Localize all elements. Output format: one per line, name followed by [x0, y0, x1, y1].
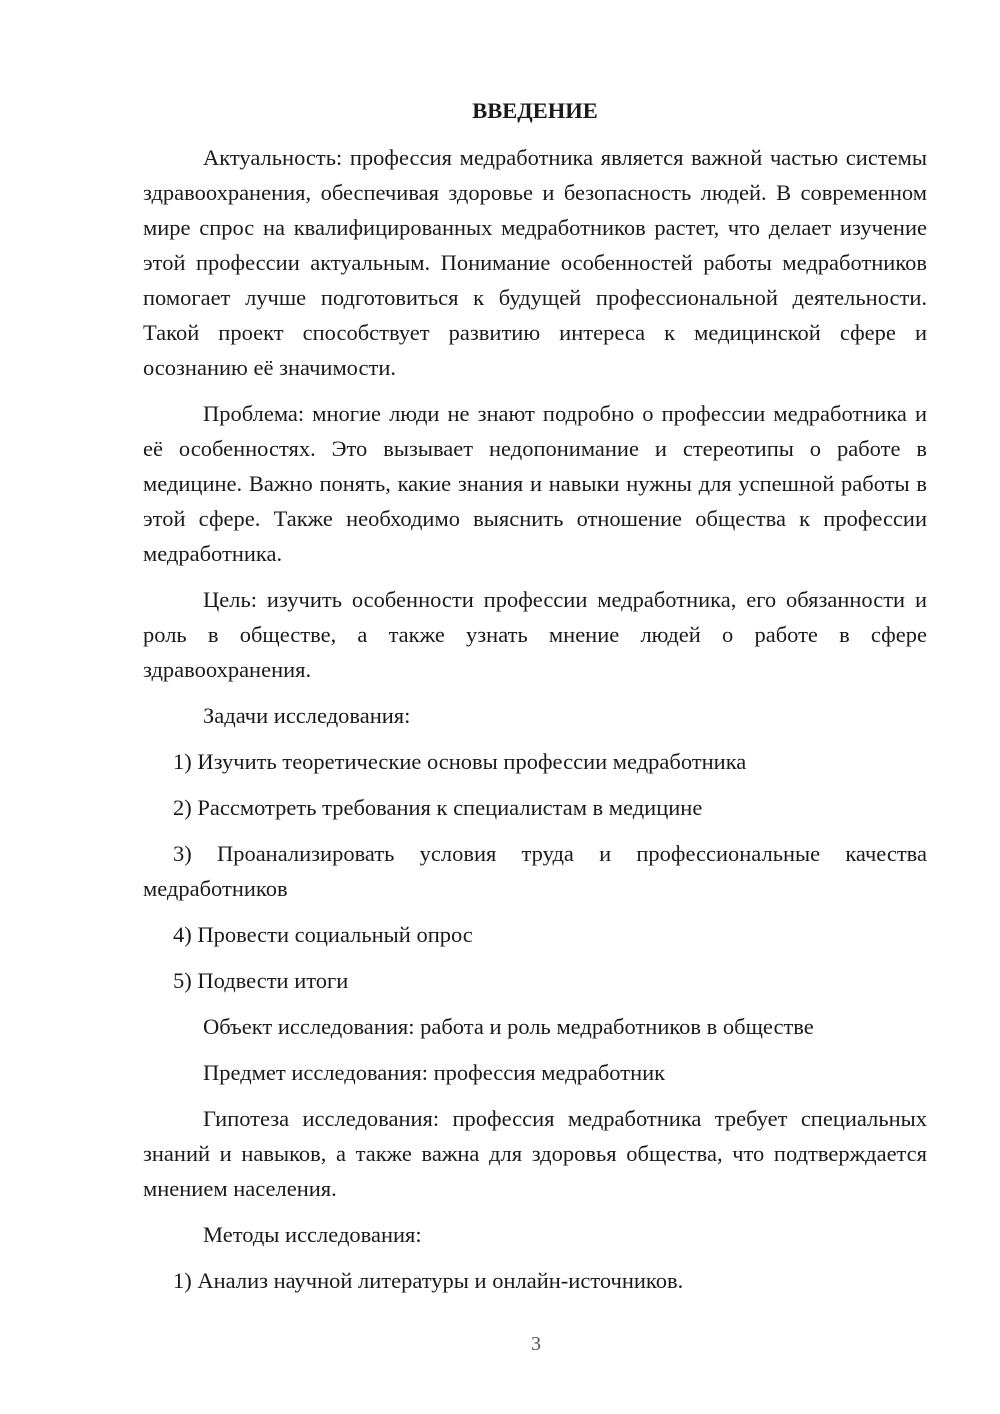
task-item-4: 4) Провести социальный опрос [173, 922, 473, 947]
task-item-2: 2) Рассмотреть требования к специалистам в медицине [173, 795, 703, 820]
task-item-5: 5) Подвести итоги [173, 968, 349, 993]
relevance-paragraph: Актуальность: профессия медработника является важной частью системы здравоохранения, обеспечивая здоровье и безопасность людей. В современном мире спрос на квалифицированных медработников растет, что делает изучение этой профессии актуальным. Понимание особенностей работы медработников помогает лучше подготовиться к будущей профессиональной деятельности. Такой проект способствует развитию интереса к медицинской сфере и осознанию её значимости. [143, 145, 927, 380]
page-number: 3 [531, 1333, 541, 1355]
task-item-1: 1) Изучить теоретические основы профессии медработника [173, 749, 747, 774]
method-item-1: 1) Анализ научной литературы и онлайн-источников. [173, 1268, 684, 1293]
subject-paragraph: Предмет исследования: профессия медработник [203, 1060, 666, 1085]
page-content [143, 92, 927, 1309]
hypothesis-paragraph: Гипотеза исследования: профессия медработника требует специальных знаний и навыков, а также важна для здоровья общества, что подтверждается мнением населения. [143, 1106, 927, 1201]
methods-heading: Методы исследования: [203, 1222, 422, 1247]
object-paragraph: Объект исследования: работа и роль медработников в обществе [203, 1014, 814, 1039]
tasks-heading: Задачи исследования: [203, 703, 411, 728]
task-item-3: 3) Проанализировать условия труда и профессиональные качества медработников [143, 841, 927, 901]
problem-paragraph: Проблема: многие люди не знают подробно о профессии медработника и её особенностях. Это вызывает недопонимание и стереотипы о работе в медицине. Важно понять, какие знания и навыки нужны для успешной работы в этой сфере. Также необходимо выяснить отношение общества к профессии медработника. [143, 401, 927, 566]
page-title: ВВЕДЕНИЕ [472, 98, 598, 123]
goal-paragraph: Цель: изучить особенности профессии медработника, его обязанности и роль в обществе, а также узнать мнение людей о работе в сфере здравоохранения. [143, 587, 927, 682]
